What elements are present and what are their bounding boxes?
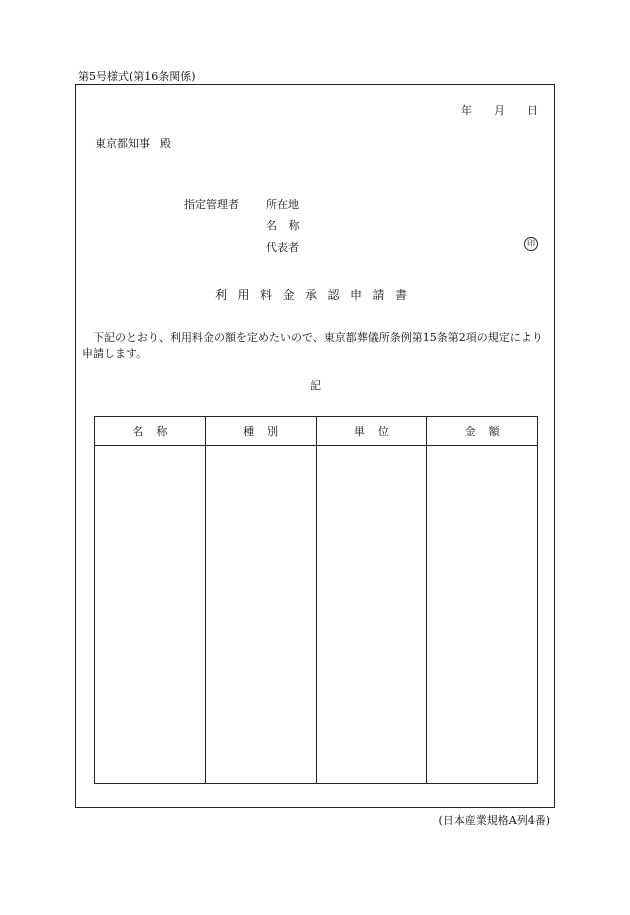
addressee	[95, 135, 171, 151]
applicant-name-label: 名 称	[266, 219, 304, 232]
ki-heading: 記	[310, 379, 321, 392]
application-body-text: 下記のとおり、利用料金の額を定めたいので、東京都葬儀所条例第15条第2項の規定により申請します。	[82, 331, 543, 360]
date-month-label: 月	[494, 104, 505, 117]
applicant-address-label: 所在地	[266, 198, 299, 211]
addressee-honorific: 殿	[160, 137, 171, 150]
type-cell[interactable]	[205, 446, 316, 784]
applicant-role: 指定管理者	[184, 198, 239, 211]
column-header-name: 名称	[95, 417, 206, 446]
fee-table	[94, 416, 538, 784]
column-header-unit: 単位	[316, 417, 427, 446]
document-title: 利用料金承認申請書	[215, 288, 418, 302]
table-header-row	[95, 417, 538, 446]
form-reference: 第5号様式(第16条関係)	[78, 70, 196, 83]
paper-size-note: (日本産業規格A列4番)	[438, 814, 550, 827]
column-header-type: 種別	[205, 417, 316, 446]
seal-mark: 印	[524, 237, 538, 251]
applicant-representative-label: 代表者	[266, 241, 299, 254]
column-header-amount: 金額	[427, 417, 538, 446]
date-line	[461, 102, 538, 118]
addressee-name: 東京都知事	[95, 137, 150, 150]
date-day-label: 日	[527, 104, 538, 117]
unit-cell[interactable]	[316, 446, 427, 784]
table-row	[95, 446, 538, 784]
date-year-label: 年	[461, 104, 472, 117]
amount-cell[interactable]	[427, 446, 538, 784]
name-cell[interactable]	[95, 446, 206, 784]
